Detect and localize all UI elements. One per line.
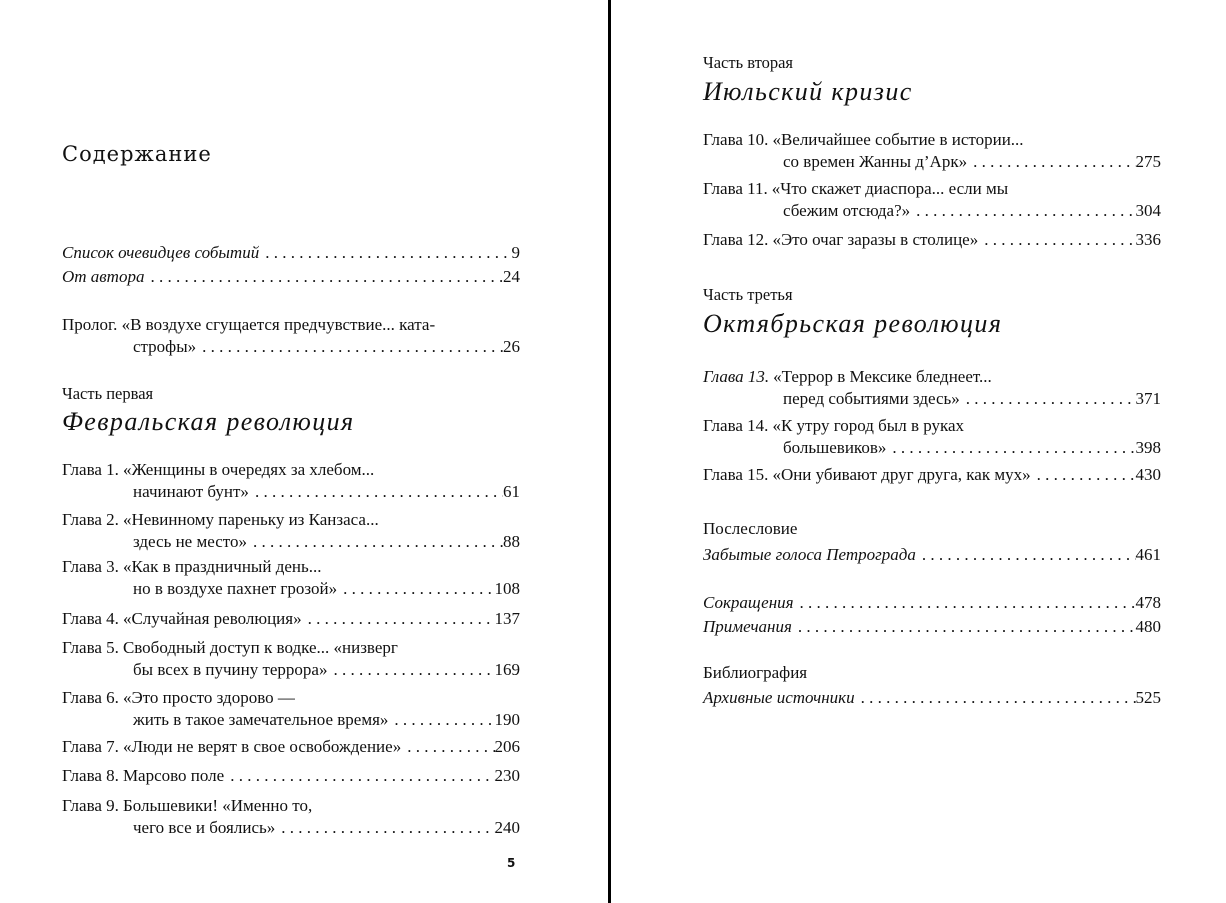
dot-leader bbox=[327, 659, 494, 681]
part-three-label: Часть третья bbox=[703, 285, 793, 304]
toc-entry-prologue[interactable]: Пролог. «В воздухе сгущается предчувствие... ката- строфы» . . . 26 bbox=[62, 314, 520, 358]
toc-entry-chapter-6[interactable]: Глава 6. «Это просто здорово — жить в такое замечательное время» . . . 190 bbox=[62, 687, 520, 731]
dot-leader bbox=[275, 817, 494, 839]
dot-leader bbox=[249, 481, 503, 503]
dot-leader bbox=[916, 544, 1136, 566]
dot-leader bbox=[794, 592, 1136, 614]
dot-leader bbox=[978, 229, 1135, 251]
dot-leader bbox=[401, 736, 494, 758]
toc-entry-chapter-14[interactable]: Глава 14. «К утру город был в руках большевиков» . . . 398 bbox=[703, 415, 1161, 459]
toc-title: Содержание bbox=[62, 142, 212, 166]
toc-entry-archives[interactable]: Архивные источники . . . 525 bbox=[703, 687, 1161, 709]
dot-leader bbox=[910, 200, 1135, 222]
toc-entry-chapter-13[interactable]: Глава 13. «Террор в Мексике бледнеет... перед событиями здесь» . . . 371 bbox=[703, 366, 1161, 410]
toc-entry-chapter-15[interactable]: Глава 15. «Они убивают друг друга, как мух» . . . 430 bbox=[703, 464, 1161, 486]
left-page bbox=[62, 0, 520, 903]
part-one-label: Часть первая bbox=[62, 384, 154, 403]
part-two-label: Часть вторая bbox=[703, 53, 794, 72]
part-one-title: Февральская революция bbox=[62, 407, 355, 436]
page-number: 5 bbox=[507, 856, 516, 870]
part-three-title: Октябрьская революция bbox=[703, 309, 1003, 338]
toc-entry-chapter-10[interactable]: Глава 10. «Величайшее событие в истории... со времен Жанны д’Арк» . . . 275 bbox=[703, 129, 1161, 173]
toc-entry-chapter-7[interactable]: Глава 7. «Люди не верят в свое освобождение» . . . 206 bbox=[62, 736, 520, 758]
bibliography-label: Библиография bbox=[703, 663, 808, 682]
dot-leader bbox=[1031, 464, 1136, 486]
dot-leader bbox=[792, 616, 1136, 638]
toc-entry-chapter-5[interactable]: Глава 5. Свободный доступ к водке... «низверг бы всех в пучину террора» . . . 169 bbox=[62, 637, 520, 681]
toc-entry-chapter-8[interactable]: Глава 8. Марсово поле . . . 230 bbox=[62, 765, 520, 787]
afterword-label: Послесловие bbox=[703, 519, 798, 538]
dot-leader bbox=[388, 709, 494, 731]
toc-entry-afterword[interactable]: Забытые голоса Петрограда . . . 461 bbox=[703, 544, 1161, 566]
dot-leader bbox=[247, 531, 503, 553]
dot-leader bbox=[259, 242, 511, 264]
toc-entry-chapter-12[interactable]: Глава 12. «Это очаг заразы в столице» . . . 336 bbox=[703, 229, 1161, 251]
dot-leader bbox=[960, 388, 1136, 410]
right-page bbox=[703, 0, 1161, 903]
toc-entry-witnesses[interactable]: Список очевидцев событий . . . 9 bbox=[62, 242, 520, 264]
toc-entry-abbreviations[interactable]: Сокращения . . . 478 bbox=[703, 592, 1161, 614]
dot-leader bbox=[224, 765, 494, 787]
dot-leader bbox=[337, 578, 494, 600]
part-two-title: Июльский кризис bbox=[703, 77, 913, 106]
toc-entry-chapter-3[interactable]: Глава 3. «Как в праздничный день... но в воздухе пахнет грозой» . . . 108 bbox=[62, 556, 520, 600]
dot-leader bbox=[196, 336, 503, 358]
dot-leader bbox=[855, 687, 1136, 709]
dot-leader bbox=[967, 151, 1135, 173]
toc-entry-chapter-11[interactable]: Глава 11. «Что скажет диаспора... если мы сбежим отсюда?» . . . 304 bbox=[703, 178, 1161, 222]
toc-entry-chapter-2[interactable]: Глава 2. «Невинному пареньку из Канзаса... здесь не место» . . . 88 bbox=[62, 509, 520, 553]
dot-leader bbox=[144, 266, 503, 288]
toc-entry-notes[interactable]: Примечания . . . 480 bbox=[703, 616, 1161, 638]
book-spine-divider bbox=[608, 0, 611, 903]
dot-leader bbox=[886, 437, 1135, 459]
toc-entry-author[interactable]: От автора . . . 24 bbox=[62, 266, 520, 288]
toc-entry-chapter-9[interactable]: Глава 9. Большевики! «Именно то, чего все и боялись» . . . 240 bbox=[62, 795, 520, 839]
toc-entry-chapter-4[interactable]: Глава 4. «Случайная революция» . . . 137 bbox=[62, 608, 520, 630]
toc-entry-chapter-1[interactable]: Глава 1. «Женщины в очередях за хлебом... начинают бунт» . . . 61 bbox=[62, 459, 520, 503]
dot-leader bbox=[302, 608, 495, 630]
